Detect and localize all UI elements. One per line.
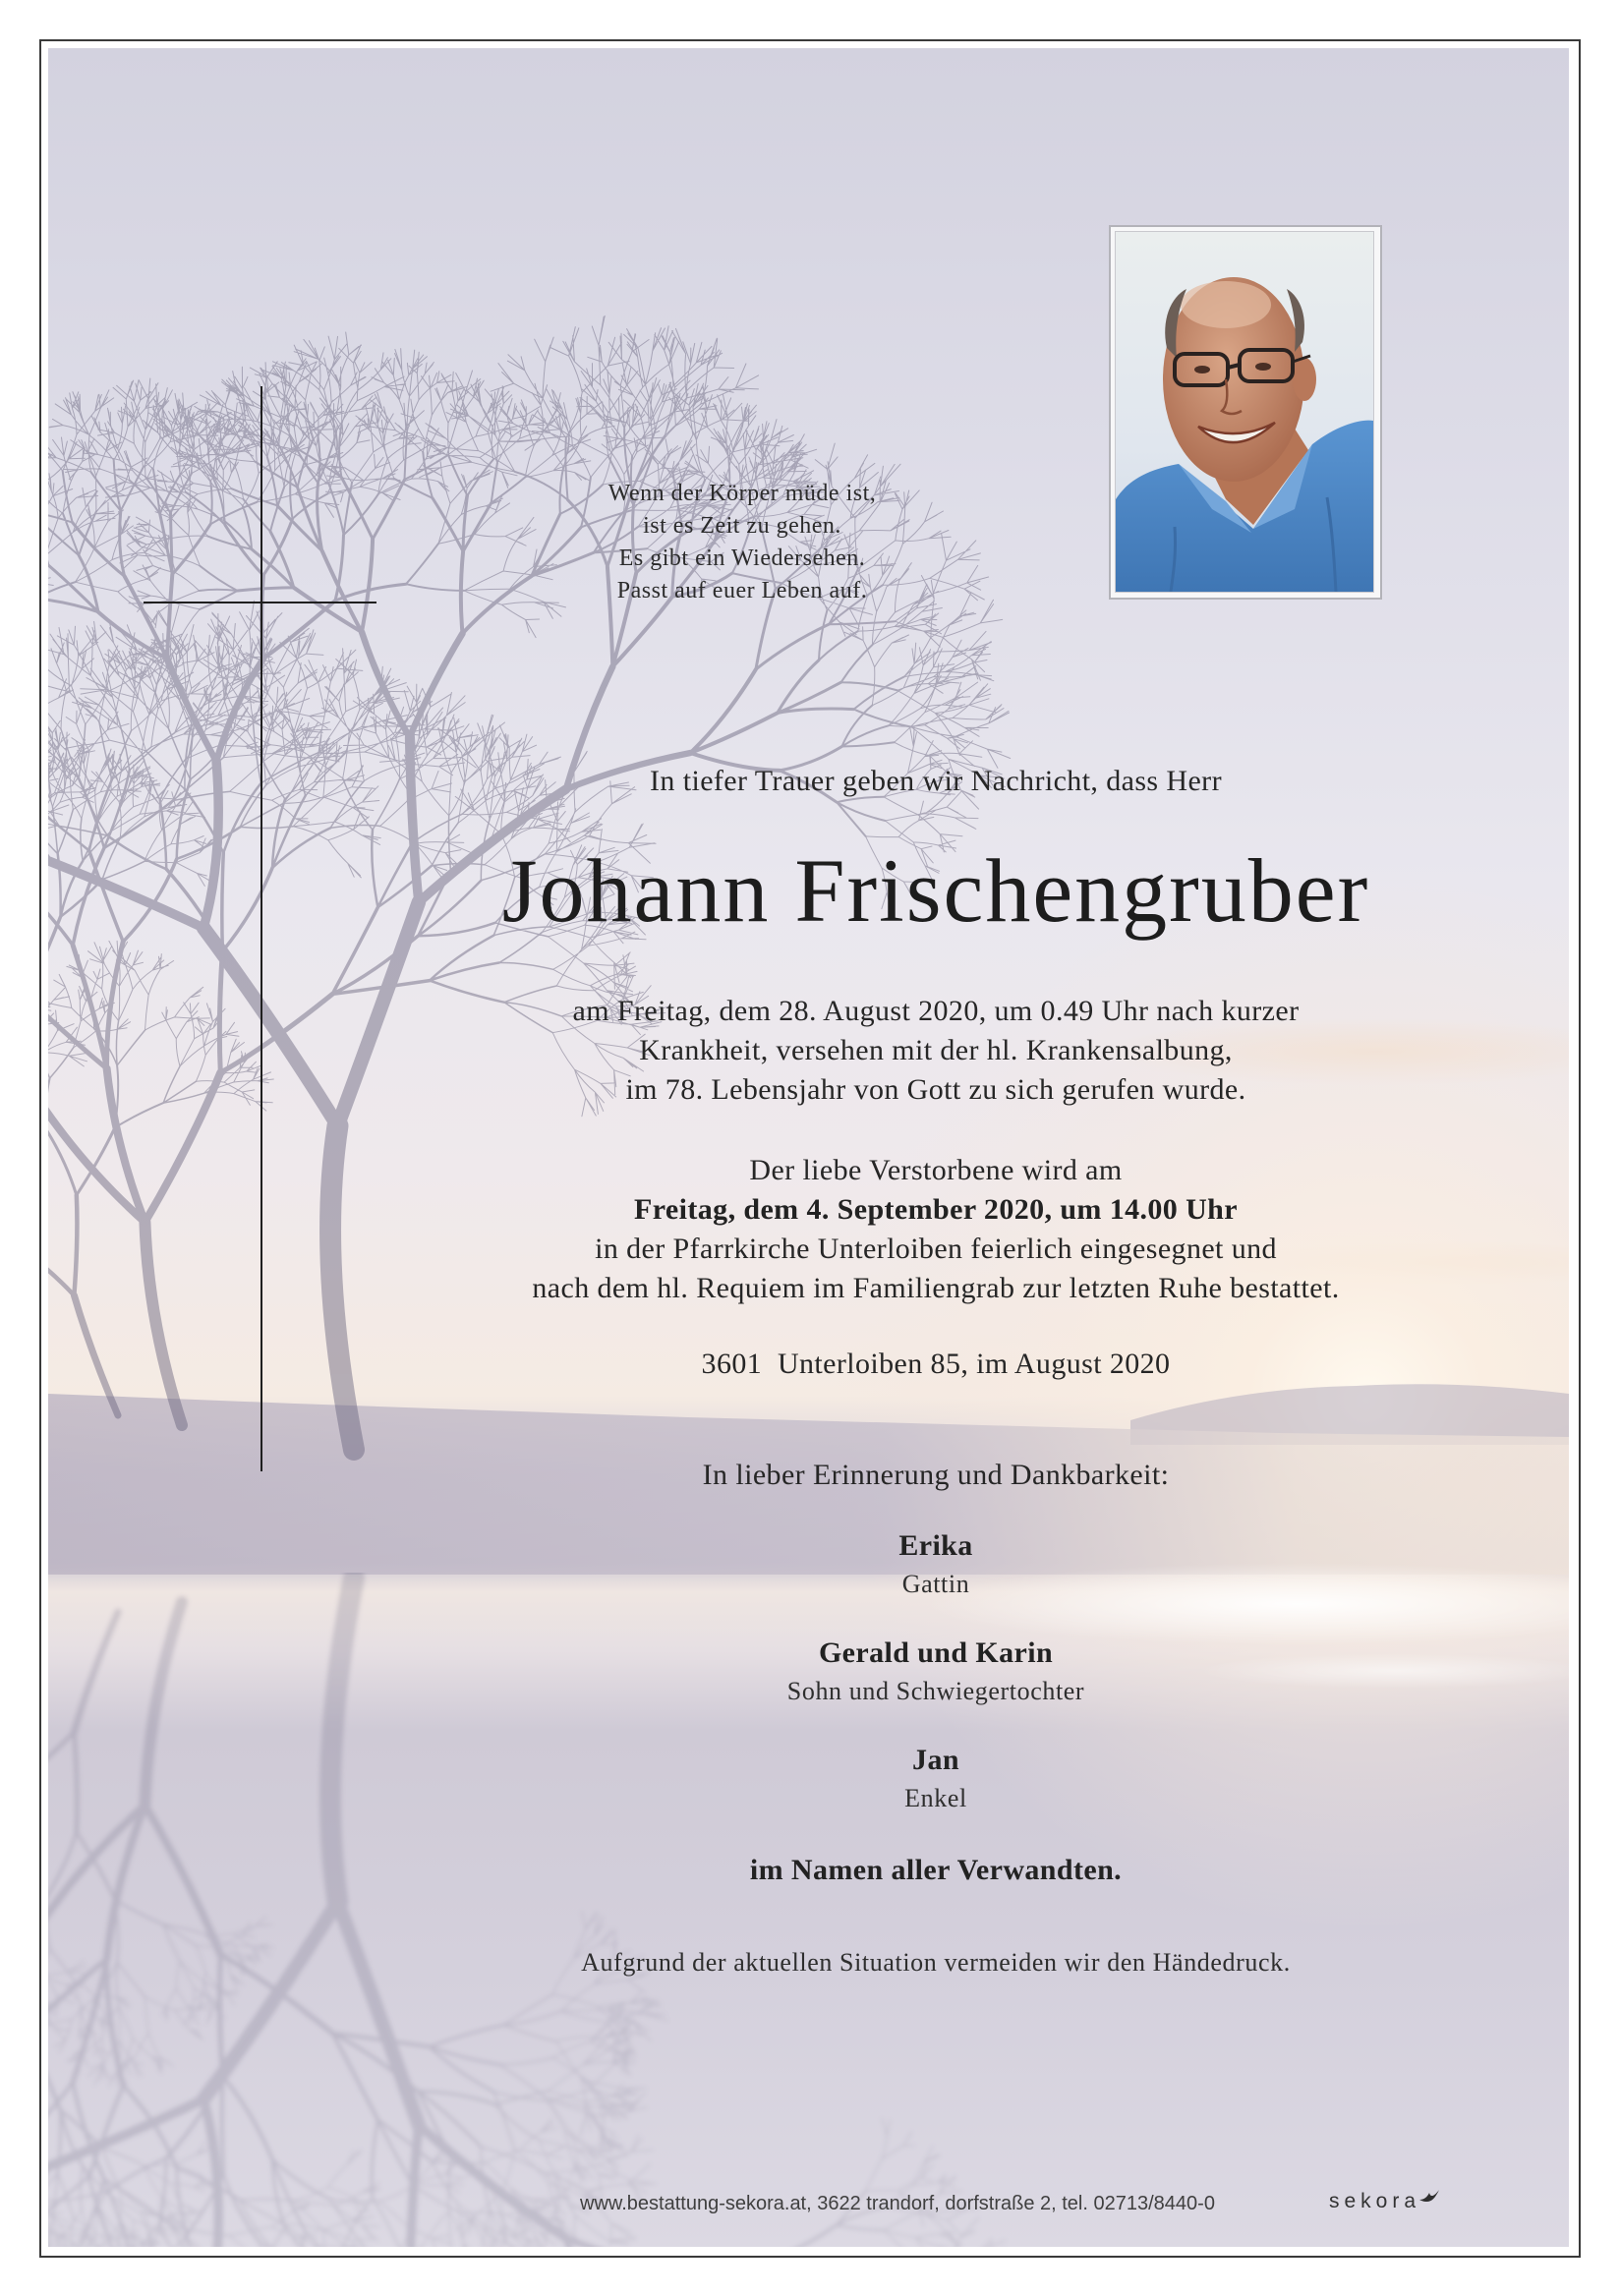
deceased-name: Johann Frischengruber (501, 840, 1370, 941)
funeral-details (444, 1151, 1427, 1308)
poem-line: Es gibt ein Wiedersehen. (618, 545, 866, 571)
mourner-relation: Enkel (904, 1784, 967, 1812)
funeral-line: in der Pfarrkirche Unterloiben feierlich eingesegnet und (595, 1233, 1277, 1265)
logo-text: sekora (1329, 2190, 1421, 2212)
poem-line: Wenn der Körper müde ist, (608, 481, 877, 506)
portrait-photo (1116, 232, 1373, 592)
mourner-relation: Sohn und Schwiegertochter (786, 1677, 1085, 1705)
death-notice-line: im 78. Lebensjahr von Gott zu sich gerufen wurde. (625, 1073, 1246, 1106)
poem (546, 478, 939, 607)
poem-line: ist es Zeit zu gehen. (643, 513, 841, 539)
mourner-relation: Gattin (901, 1570, 970, 1598)
funeral-home-logo (1329, 2186, 1440, 2217)
closing-line: im Namen aller Verwandten. (749, 1854, 1123, 1886)
death-notice (444, 992, 1427, 1110)
cross-vertical-bar (260, 386, 262, 1471)
funeral-line: nach dem hl. Requiem im Familiengrab zur letzten Ruhe bestattet. (532, 1272, 1340, 1304)
poem-line: Passt auf euer Leben auf. (616, 578, 868, 603)
handshake-note: Aufgrund der aktuellen Situation vermeiden wir den Händedruck. (581, 1948, 1291, 1977)
funeral-home-contact: www.bestattung-sekora.at, 3622 trandorf, dorfstraße 2, tel. 02713/8440-0 (580, 2193, 1215, 2214)
cross-horizontal-bar (144, 602, 376, 603)
mourner-name: Erika (898, 1529, 973, 1562)
place-and-date: 3601 Unterloiben 85, im August 2020 (701, 1348, 1171, 1380)
mourner-name: Gerald und Karin (818, 1636, 1054, 1669)
death-notice-line: Krankheit, versehen mit der hl. Krankensalbung, (639, 1034, 1233, 1066)
intro-text: In tiefer Trauer geben wir Nachricht, dass Herr (650, 765, 1222, 797)
bird-icon (1418, 2188, 1440, 2204)
mourner-name: Jan (912, 1744, 959, 1776)
portrait-frame (1109, 225, 1382, 600)
mourners-heading: In lieber Erinnerung und Dankbarkeit: (702, 1459, 1170, 1491)
funeral-date-line: Freitag, dem 4. September 2020, um 14.00 Uhr (634, 1193, 1238, 1226)
funeral-line: Der liebe Verstorbene wird am (749, 1154, 1123, 1186)
death-notice-line: am Freitag, dem 28. August 2020, um 0.49 Uhr nach kurzer (572, 995, 1300, 1027)
